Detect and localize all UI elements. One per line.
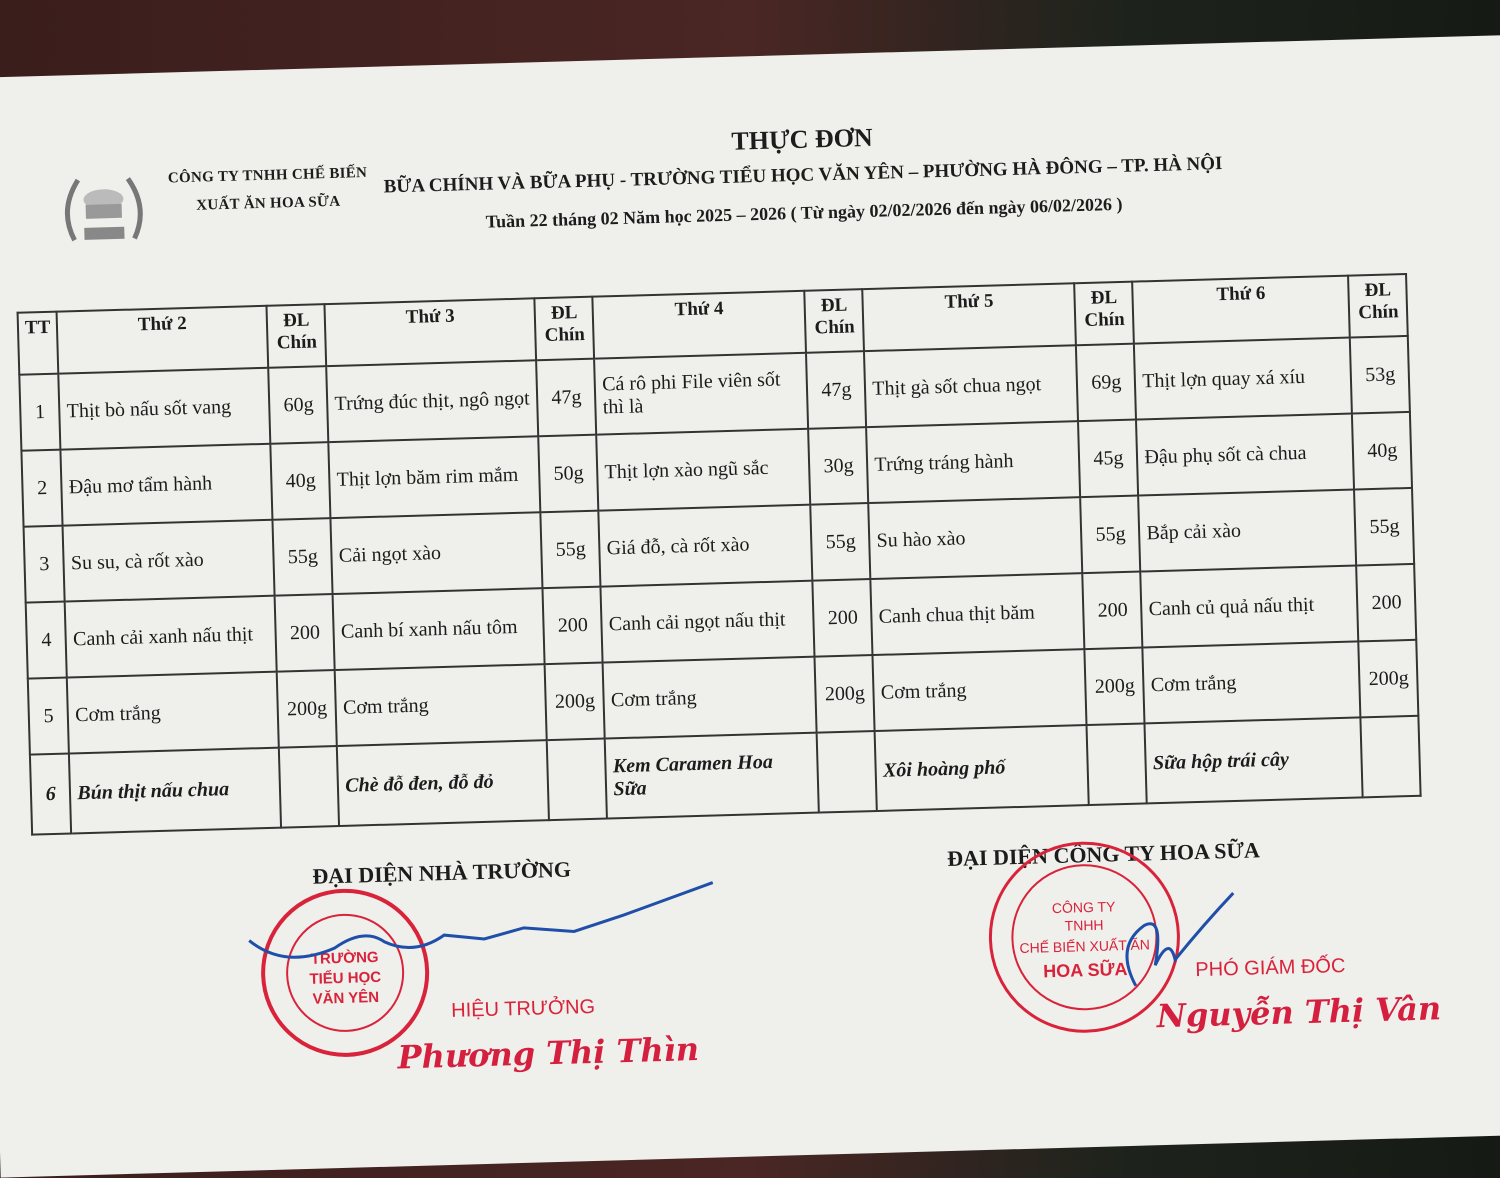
- menu-table: [17, 273, 1422, 836]
- svg-text:HOA SỮA: HOA SỮA: [1042, 959, 1128, 982]
- school-role: HIỆU TRƯỞNG: [450, 995, 596, 1022]
- dish-cell: Cơm trắng: [1143, 641, 1361, 723]
- dish-cell: Cơm trắng: [603, 657, 817, 739]
- weight-cell: 55g: [1080, 496, 1140, 574]
- weight-cell: 55g: [1354, 488, 1414, 566]
- weight-cell: 53g: [1350, 336, 1410, 414]
- weight-cell: 200g: [545, 663, 605, 741]
- dish-cell: Canh cải ngọt nấu thịt: [601, 581, 815, 663]
- weight-cell: 200g: [1359, 640, 1419, 718]
- dish-cell: Cơm trắng: [873, 649, 1087, 731]
- menu-document: [0, 34, 1500, 1177]
- column-header: ĐL Chín: [535, 297, 595, 361]
- school-signature: [243, 877, 725, 980]
- svg-text:TNHH: TNHH: [1064, 916, 1104, 934]
- weight-cell: 200g: [277, 670, 337, 748]
- school-signature-heading: ĐẠI DIỆN NHÀ TRƯỜNG: [312, 856, 572, 889]
- weight-cell: 200g: [1085, 647, 1145, 725]
- weight-cell: [279, 746, 339, 828]
- weight-cell: 200: [275, 594, 335, 672]
- svg-text:CÔNG TY: CÔNG TY: [1051, 898, 1116, 917]
- column-header: Thứ 3: [325, 298, 537, 366]
- row-number: 5: [28, 678, 69, 755]
- company-signer-name: Nguyễn Thị Vân: [1156, 989, 1442, 1036]
- weight-cell: [817, 731, 877, 813]
- page-title: THỰC ĐƠN: [731, 122, 874, 156]
- svg-text:TIỂU HỌC: TIỂU HỌC: [309, 968, 382, 988]
- weight-cell: [547, 739, 607, 821]
- dish-cell: Trứng tráng hành: [866, 421, 1080, 503]
- dish-cell: Cá rô phi File viên sốt thì là: [594, 353, 808, 435]
- subtitle: BỮA CHÍNH VÀ BỮA PHỤ - TRƯỜNG TIỂU HỌC VĂN YÊN – PHƯỜNG HÀ ĐÔNG – TP. HÀ NỘI: [383, 153, 1223, 198]
- weight-cell: [1361, 716, 1421, 798]
- column-header: ĐL Chín: [1348, 274, 1408, 338]
- row-number: 2: [21, 450, 62, 527]
- dish-cell: Sữa hộp trái cây: [1145, 717, 1363, 803]
- weight-cell: [1087, 723, 1147, 805]
- weight-cell: 200g: [815, 655, 875, 733]
- company-role: PHÓ GIÁM ĐỐC: [1195, 954, 1346, 982]
- column-header: Thứ 2: [57, 306, 269, 374]
- column-header: ĐL Chín: [267, 304, 327, 368]
- dish-cell: Bún thịt nấu chua: [69, 748, 281, 834]
- weight-cell: 40g: [271, 442, 331, 520]
- dish-cell: Giá đỗ, cà rốt xào: [599, 505, 813, 587]
- weight-cell: 200: [813, 579, 873, 657]
- column-header: Thứ 4: [593, 291, 807, 359]
- dish-cell: Thịt lợn quay xá xíu: [1134, 338, 1352, 420]
- company-line2: XUẤT ĂN HOA SỮA: [196, 193, 341, 214]
- row-number: 6: [30, 753, 72, 834]
- weight-cell: 30g: [808, 427, 868, 505]
- weight-cell: 45g: [1078, 420, 1138, 498]
- svg-text:CHẾ BIẾN XUẤT ĂN: CHẾ BIẾN XUẤT ĂN: [1019, 936, 1151, 957]
- dish-cell: Chè đỗ đen, đỗ đỏ: [337, 740, 549, 826]
- row-number: 3: [24, 526, 65, 603]
- company-line1: CÔNG TY TNHH CHẾ BIẾN: [167, 164, 368, 187]
- dish-cell: Canh chua thịt băm: [871, 573, 1085, 655]
- column-header: TT: [18, 312, 59, 375]
- row-number: 4: [26, 602, 67, 679]
- dish-cell: Trứng đúc thịt, ngô ngọt: [327, 360, 539, 442]
- dish-cell: Canh cải xanh nấu thịt: [65, 596, 277, 678]
- dish-cell: Thịt bò nấu sốt vang: [59, 368, 271, 450]
- column-header: ĐL Chín: [1075, 282, 1135, 346]
- dish-cell: Xôi hoàng phố: [875, 725, 1089, 811]
- weight-cell: 47g: [536, 359, 596, 437]
- svg-text:VĂN YÊN: VĂN YÊN: [312, 988, 380, 1008]
- column-header: Thứ 5: [863, 283, 1077, 351]
- dish-cell: Kem Caramen Hoa Sữa: [605, 733, 819, 819]
- weight-cell: 40g: [1352, 412, 1412, 490]
- company-signature-heading: ĐẠI DIỆN CÔNG TY HOA SỮA: [946, 837, 1261, 872]
- dish-cell: Thịt gà sốt chua ngọt: [864, 345, 1078, 427]
- dish-cell: Đậu mơ tẩm hành: [61, 444, 273, 526]
- weight-cell: 200: [1083, 572, 1143, 650]
- column-header: ĐL Chín: [805, 289, 865, 353]
- dish-cell: Canh bí xanh nấu tôm: [333, 588, 545, 670]
- dish-cell: Đậu phụ sốt cà chua: [1136, 414, 1354, 496]
- weight-cell: 55g: [541, 511, 601, 589]
- dish-cell: Cơm trắng: [335, 664, 547, 746]
- column-header: Thứ 6: [1132, 276, 1350, 344]
- weight-cell: 200: [1357, 564, 1417, 642]
- dish-cell: Cải ngọt xào: [331, 512, 543, 594]
- svg-text:TRƯỜNG: TRƯỜNG: [310, 948, 379, 968]
- weight-cell: 55g: [273, 518, 333, 596]
- weight-cell: 50g: [539, 435, 599, 513]
- dish-cell: Bắp cải xào: [1138, 490, 1356, 572]
- week-range: Tuần 22 tháng 02 Năm học 2025 – 2026 ( Từ ngày 02/02/2026 đến ngày 06/02/2026 ): [485, 193, 1123, 232]
- weight-cell: 47g: [806, 351, 866, 429]
- dish-cell: Thịt lợn xào ngũ sắc: [597, 429, 811, 511]
- row-number: 1: [19, 374, 60, 451]
- dish-cell: Canh củ quả nấu thịt: [1141, 565, 1359, 647]
- weight-cell: 55g: [811, 503, 871, 581]
- weight-cell: 200: [543, 587, 603, 665]
- weight-cell: 69g: [1076, 344, 1136, 422]
- dish-cell: Su su, cà rốt xào: [63, 520, 275, 602]
- dish-cell: Su hào xào: [869, 497, 1083, 579]
- school-signer-name: Phương Thị Thìn: [396, 1030, 700, 1077]
- dish-cell: Thịt lợn băm rim mắm: [329, 436, 541, 518]
- weight-cell: 60g: [269, 366, 329, 444]
- dish-cell: Cơm trắng: [67, 672, 279, 754]
